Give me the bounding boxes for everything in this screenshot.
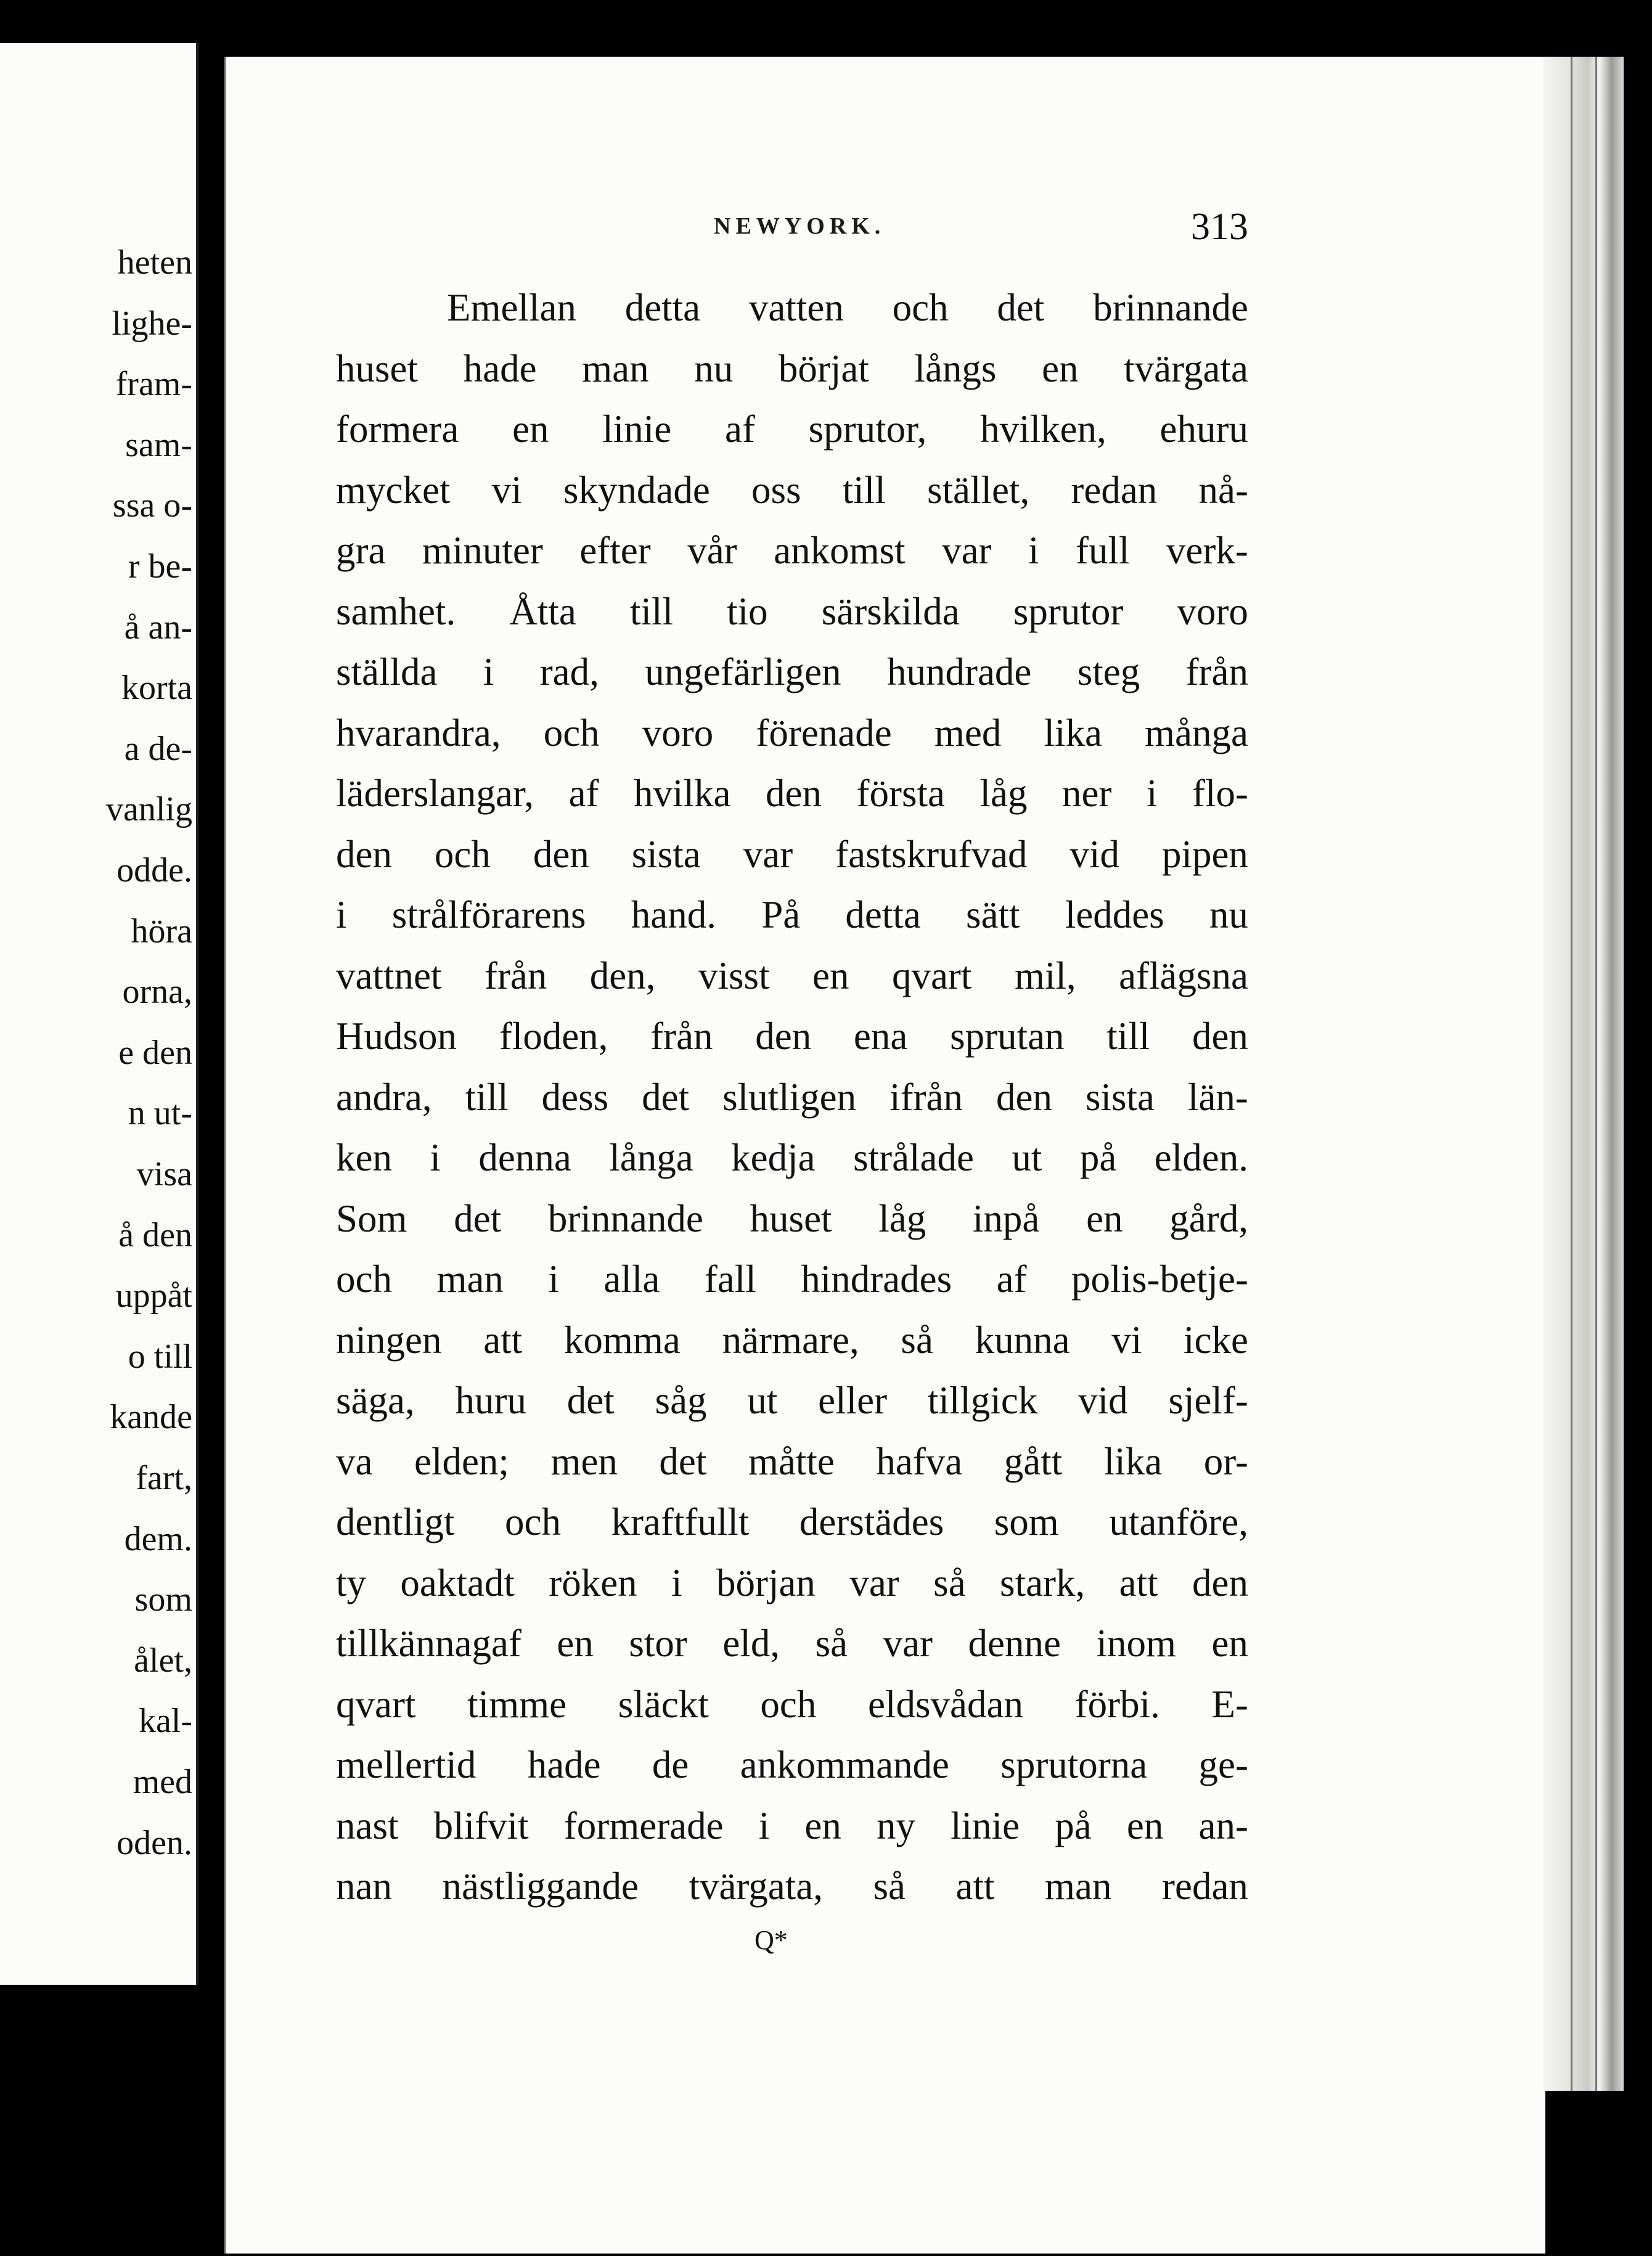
- printer-signature: Q*: [754, 1925, 788, 1955]
- left-page-line: fram-: [115, 365, 192, 404]
- body-line: nan nästliggande tvärgata, så att man redan: [336, 1865, 1248, 1908]
- left-page-line: visa: [136, 1155, 192, 1193]
- page-edges: [1544, 57, 1624, 2091]
- page-edge-line: [1571, 57, 1572, 2091]
- left-page-line: r be-: [128, 547, 192, 586]
- page-edge-line: [1595, 57, 1597, 2091]
- left-page-line: heten: [117, 243, 192, 282]
- left-page-line: höra: [131, 912, 192, 950]
- body-line: ningen att komma närmare, så kunna vi icke: [336, 1318, 1248, 1362]
- body-line: och man i alla fall hindrades af polis-betje-: [336, 1257, 1248, 1301]
- page-number: 313: [1191, 206, 1248, 248]
- left-page-line: n ut-: [128, 1094, 192, 1133]
- body-line: säga, huru det såg ut eller tillgick vid sjelf-: [336, 1379, 1248, 1422]
- left-page-line: fart,: [136, 1459, 192, 1497]
- body-line: läderslangar, af hvilka den första låg ner i flo-: [336, 772, 1248, 815]
- body-line: mellertid hade de ankommande sprutorna ge-: [336, 1743, 1248, 1786]
- body-line: i strålförarens hand. På detta sätt leddes nu: [336, 893, 1248, 936]
- left-page-line: uppåt: [115, 1277, 192, 1315]
- body-line: tillkännagaf en stor eld, så var denne inom en: [336, 1622, 1248, 1665]
- left-page-line: med: [133, 1763, 192, 1801]
- body-line: huset hade man nu börjat långs en tvärgata: [336, 346, 1248, 390]
- left-page-fragment: [0, 43, 198, 1985]
- body-line: ty oaktadt röken i början var så stark, att den: [336, 1561, 1248, 1604]
- left-page-line: lighe-: [112, 304, 192, 343]
- left-page-line: som: [134, 1580, 192, 1619]
- body-line: qvart timme släckt och eldsvådan förbi. E-: [336, 1682, 1248, 1726]
- left-page-line: ålet,: [134, 1641, 192, 1680]
- body-line: va elden; men det måtte hafva gått lika or-: [336, 1439, 1248, 1483]
- left-page-line: å an-: [124, 608, 192, 647]
- body-line: Hudson floden, från den ena sprutan till den: [336, 1015, 1248, 1058]
- left-page-line: sam-: [125, 425, 192, 464]
- left-page-line: o till: [128, 1337, 192, 1376]
- body-line: ken i denna långa kedja strålade ut på elden.: [336, 1136, 1248, 1179]
- left-page-line: dem.: [124, 1519, 192, 1558]
- book-gutter: [198, 43, 224, 2256]
- left-page-line: e den: [118, 1033, 192, 1072]
- body-line: formera en linie af sprutor, hvilken, ehuru: [336, 407, 1248, 451]
- left-page-line: kande: [110, 1398, 192, 1437]
- left-page-line: vanlig: [106, 790, 192, 829]
- body-line: Som det brinnande huset låg inpå en gård,: [336, 1196, 1248, 1240]
- body-line: samhet. Åtta till tio särskilda sprutor voro: [336, 589, 1248, 633]
- body-line: nast blifvit formerade i en ny linie på en an-: [336, 1804, 1248, 1847]
- body-line: vattnet från den, visst en qvart mil, aflägsna: [336, 954, 1248, 997]
- left-page-line: odde.: [117, 851, 192, 889]
- left-page-line: oden.: [117, 1823, 192, 1862]
- body-line: hvarandra, och voro förenade med lika många: [336, 711, 1248, 754]
- body-line: gra minuter efter vår ankomst var i full verk-: [336, 529, 1248, 572]
- left-page-line: korta: [121, 669, 192, 708]
- left-page-line: orna,: [122, 973, 192, 1012]
- body-line: den och den sista var fastskrufvad vid pipen: [336, 832, 1248, 876]
- body-line: ställda i rad, ungefärligen hundrade steg från: [336, 650, 1248, 693]
- running-head: NEWYORK.: [714, 213, 886, 239]
- body-line: dentligt och kraftfullt derstädes som utanföre,: [336, 1500, 1248, 1543]
- body-line: andra, till dess det slutligen ifrån den sista län-: [336, 1075, 1248, 1119]
- left-page-line: ssa o-: [112, 486, 192, 525]
- body-line: mycket vi skyndade oss till stället, redan nå-: [336, 468, 1248, 512]
- left-page-line: å den: [118, 1216, 192, 1254]
- left-page-line: kal-: [138, 1702, 192, 1741]
- body-line: Emellan detta vatten och det brinnande: [447, 286, 1248, 329]
- left-page-line: a de-: [124, 729, 192, 768]
